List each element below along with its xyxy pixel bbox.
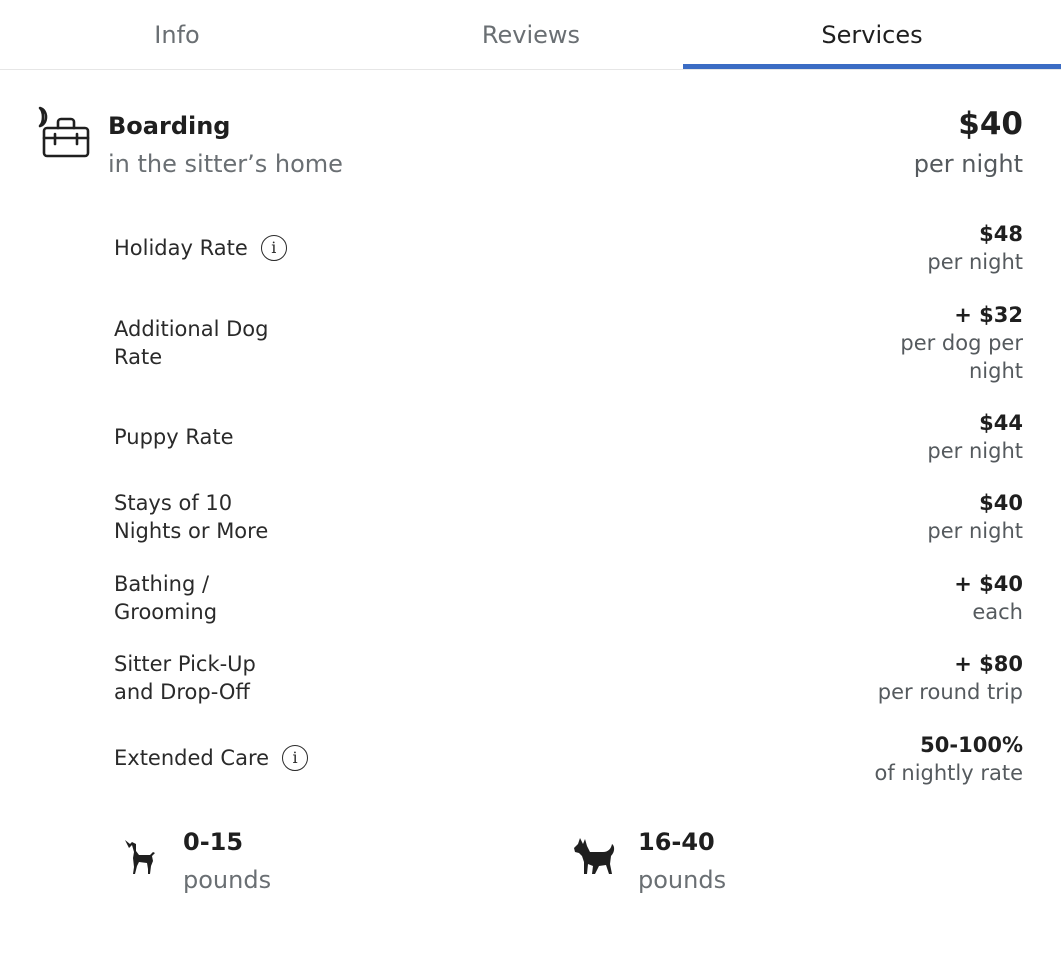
info-icon[interactable]: i bbox=[261, 235, 287, 261]
rate-amount: $48 bbox=[979, 222, 1023, 246]
rate-label bbox=[114, 744, 308, 772]
tab-info[interactable]: Info bbox=[154, 20, 200, 49]
tab-reviews[interactable]: Reviews bbox=[481, 20, 581, 49]
rate-label-text: Stays of 10 Nights or More bbox=[114, 491, 269, 543]
rate-unit: per night bbox=[927, 439, 1023, 463]
rate-label bbox=[114, 315, 294, 371]
size-unit: pounds bbox=[183, 866, 272, 894]
rate-label bbox=[114, 234, 287, 262]
tab-bar bbox=[0, 0, 1061, 70]
service-title: Boarding bbox=[108, 112, 231, 140]
rate-unit: per night bbox=[927, 519, 1023, 543]
size-unit: pounds bbox=[638, 866, 727, 894]
rate-label-text: Additional Dog Rate bbox=[114, 317, 269, 369]
rate-unit: per night bbox=[927, 250, 1023, 274]
rate-price bbox=[763, 731, 1023, 787]
rate-amount: $44 bbox=[979, 411, 1023, 435]
small-dog-icon bbox=[120, 836, 158, 880]
rate-amount: + $40 bbox=[954, 572, 1023, 596]
rate-amount: 50-100% bbox=[920, 733, 1023, 757]
rate-amount: + $32 bbox=[954, 303, 1023, 327]
rate-unit: of nightly rate bbox=[874, 761, 1023, 785]
rate-unit: per dog per night bbox=[900, 331, 1023, 383]
rate-unit: each bbox=[972, 600, 1023, 624]
size-range: 0-15 bbox=[183, 828, 244, 856]
rate-amount: + $80 bbox=[954, 652, 1023, 676]
rate-label-text: Puppy Rate bbox=[114, 425, 234, 449]
rate-price bbox=[763, 409, 1023, 465]
rate-label bbox=[114, 423, 234, 451]
service-price-unit: per night bbox=[913, 150, 1023, 178]
active-tab-indicator bbox=[683, 64, 1061, 69]
rate-label bbox=[114, 570, 234, 626]
rate-price bbox=[763, 301, 1023, 385]
rate-label-text: Holiday Rate bbox=[114, 236, 248, 260]
rate-label-text: Sitter Pick-Up and Drop-Off bbox=[114, 652, 256, 704]
rate-price bbox=[763, 220, 1023, 276]
rate-label-text: Bathing / Grooming bbox=[114, 572, 218, 624]
rate-price bbox=[763, 489, 1023, 545]
service-price: $40 bbox=[958, 106, 1023, 142]
rate-price bbox=[763, 650, 1023, 706]
medium-dog-icon bbox=[572, 836, 616, 882]
boarding-icon bbox=[36, 104, 92, 160]
service-subtitle: in the sitter’s home bbox=[108, 150, 343, 178]
tab-services[interactable]: Services bbox=[821, 20, 923, 49]
size-range: 16-40 bbox=[638, 828, 715, 856]
info-icon[interactable]: i bbox=[282, 745, 308, 771]
rate-label bbox=[114, 489, 284, 545]
rate-label bbox=[114, 650, 274, 706]
rate-unit: per round trip bbox=[877, 680, 1023, 704]
rate-amount: $40 bbox=[979, 491, 1023, 515]
rate-price bbox=[763, 570, 1023, 626]
rate-label-text: Extended Care bbox=[114, 746, 270, 770]
